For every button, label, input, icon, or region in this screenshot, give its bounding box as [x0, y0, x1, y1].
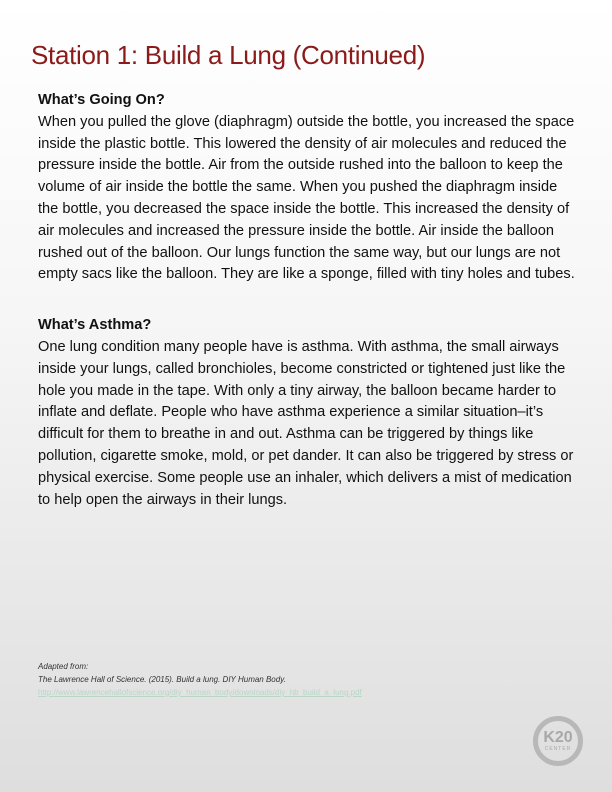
citation-link[interactable]: http://www.lawrencehallofscience.org/diy_human_body/downloads/diy_hb_build_a_lung.pdf [38, 688, 362, 697]
k20-logo [533, 716, 583, 766]
page-title: Station 1: Build a Lung (Continued) [31, 40, 426, 70]
citation-label: Adapted from: [38, 662, 89, 671]
section-heading-whats-going-on: What’s Going On? [38, 92, 165, 108]
section-body-whats-going-on: When you pulled the glove (diaphragm) outside the bottle, you increased the space inside the plastic bottle. This lowered the density of air molecules and reduced the pressure inside the bottle. Air from the outside rushed into the balloon to keep the volume of air inside the bottle the same. When you pushed the diaphragm inside the bottle, you decreased the space inside the bottle. This increased the density of air molecules and increased the pressure inside the bottle. Air inside the balloon rushed out of the balloon. Our lungs function the same way, but our lungs are not empty sacs like the balloon. They are like a sponge, filled with tiny holes and tubes. [38, 113, 575, 283]
citation-source: The Lawrence Hall of Science. (2015). Build a lung. DIY Human Body. [38, 675, 286, 684]
logo-text: K20 [543, 729, 573, 746]
section-heading-whats-asthma: What’s Asthma? [38, 317, 152, 334]
citation [38, 660, 362, 699]
logo-subtext: CENTER [544, 746, 572, 752]
section-body-whats-asthma: One lung condition many people have is asthma. With asthma, the small airways inside your lungs, called bronchioles, become constricted or tightened just like the hole you made in the tape. With only a tiny airway, the balloon became harder to inflate and deflate. People who have asthma experience a similar situation–it’s difficult for them to breathe in and out. Asthma can be triggered by things like pollution, cigarette smoke, mold, or pet dander. It can also be triggered by stress or physical exercise. Some people use an inhaler, which delivers a mist of medication to help open the airways in their lungs. [38, 338, 574, 508]
main-content [38, 90, 578, 511]
